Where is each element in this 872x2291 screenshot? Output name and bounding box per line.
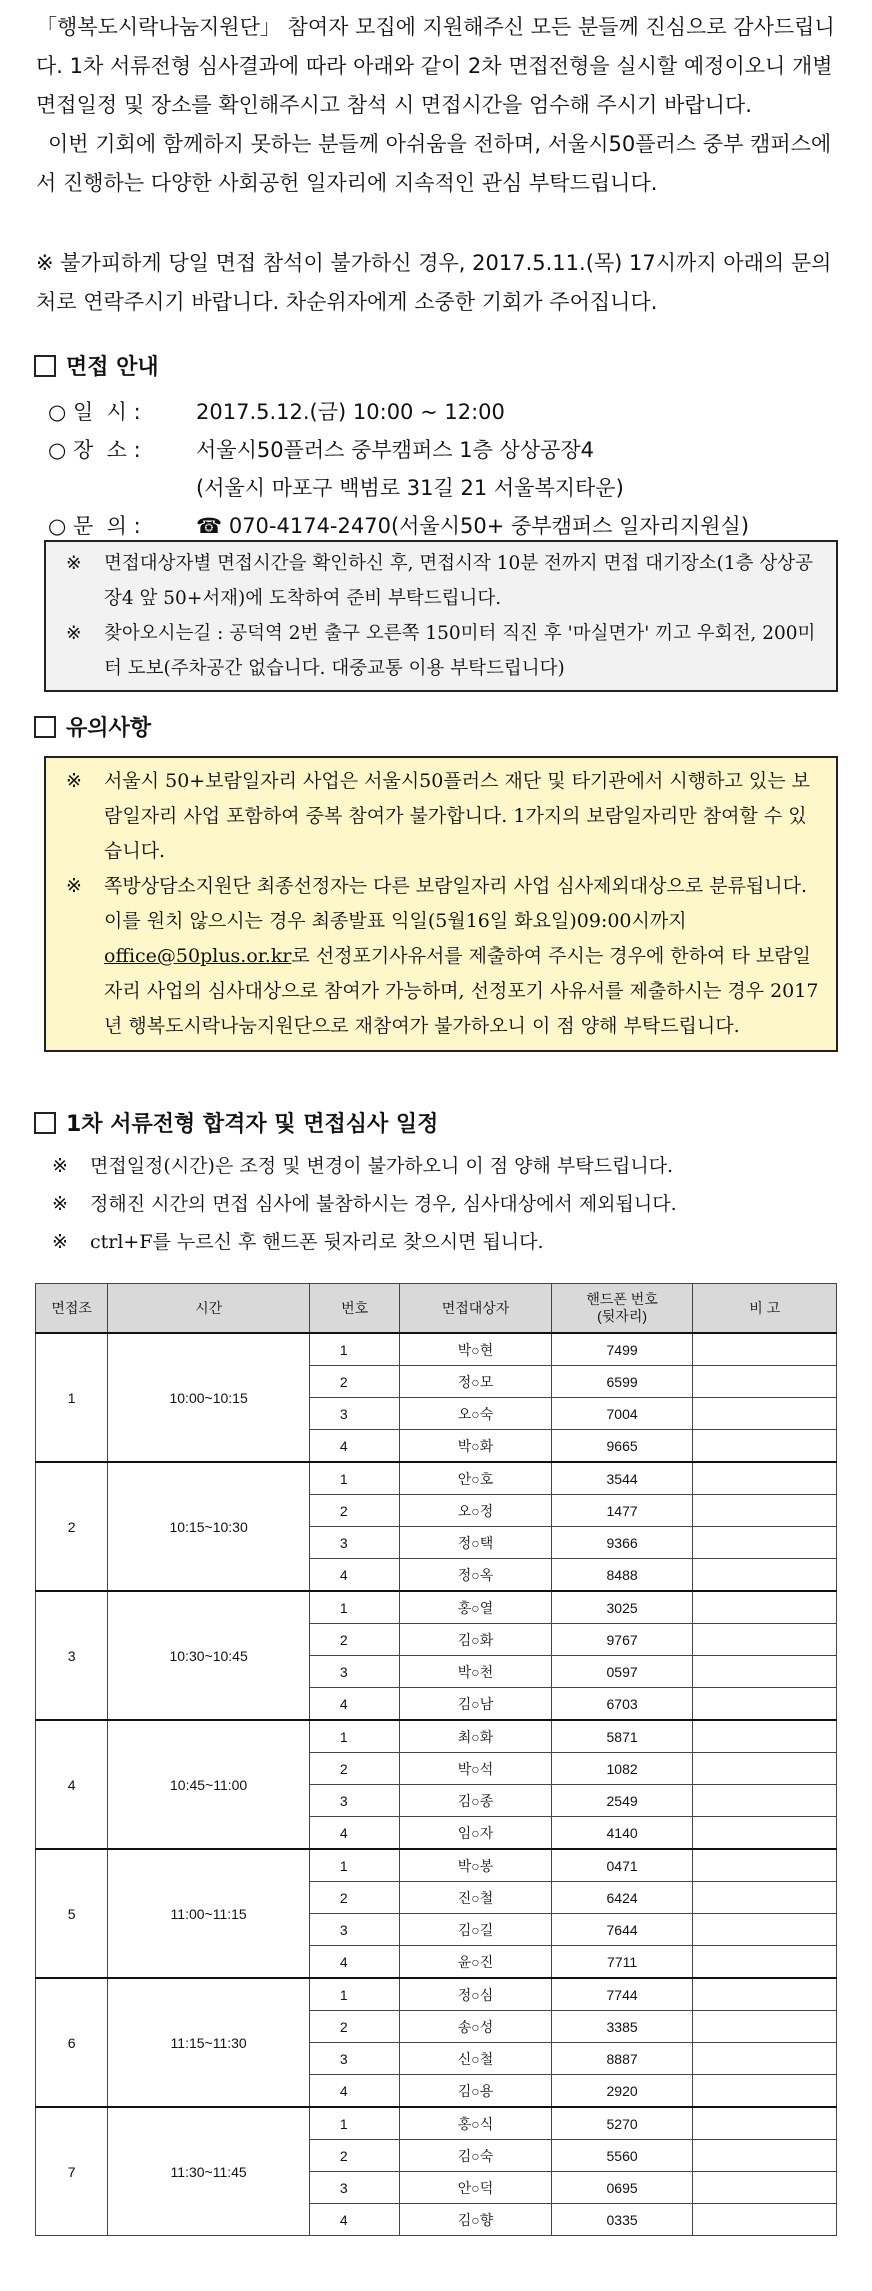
cell-phone: 0335 <box>551 2204 693 2236</box>
cell-candidate: 정○옥 <box>400 1559 551 1592</box>
intro-paragraph <box>36 8 836 203</box>
note-marker: ※ <box>66 553 82 574</box>
cell-candidate: 오○숙 <box>400 1398 551 1430</box>
note-marker: ※ <box>66 623 82 644</box>
cell-remarks <box>693 1656 837 1688</box>
cell-phone: 2549 <box>551 1785 693 1817</box>
cell-candidate: 홍○식 <box>400 2107 551 2140</box>
cell-candidate: 최○화 <box>400 1720 551 1753</box>
cell-number: 4 <box>309 1817 399 1850</box>
cell-phone: 3025 <box>551 1591 693 1624</box>
cell-time: 10:00~10:15 <box>108 1333 310 1462</box>
caution-notes-box <box>44 756 838 1052</box>
info-label: ○ 문 의 : <box>48 514 148 538</box>
info-value: 서울시50플러스 중부캠퍼스 1층 상상공장4 <box>196 438 595 462</box>
cell-number: 2 <box>309 1882 399 1914</box>
cell-phone: 5270 <box>551 2107 693 2140</box>
cell-group: 6 <box>36 1978 108 2107</box>
table-row <box>36 1333 837 1366</box>
table-row <box>36 1462 837 1495</box>
cell-remarks <box>693 1624 837 1656</box>
cell-candidate: 임○자 <box>400 1817 551 1850</box>
cell-remarks <box>693 1559 837 1592</box>
cell-number: 3 <box>309 1914 399 1946</box>
cell-phone: 6599 <box>551 1366 693 1398</box>
note-text-part: 로 선정포기사유서를 제출하여 주시는 경우에 한하여 타 보람일자리 사업의 심사대상으로 참여가 가능하며, 선정포기 사유서를 제출하시는 경우 2017년 행복도시락나눔지원단으로 재참여가 불가하오니 이 점 양해 부탁드립니다. <box>104 945 819 1037</box>
cell-phone: 2920 <box>551 2075 693 2108</box>
cell-phone: 8887 <box>551 2043 693 2075</box>
square-bullet-icon <box>34 716 56 738</box>
note-item <box>46 546 836 616</box>
cell-candidate: 김○길 <box>400 1914 551 1946</box>
table-row <box>36 1720 837 1753</box>
cell-group: 2 <box>36 1462 108 1591</box>
cell-candidate: 신○철 <box>400 2043 551 2075</box>
note-text <box>104 869 822 1044</box>
cell-number: 3 <box>309 2043 399 2075</box>
cell-time: 10:15~10:30 <box>108 1462 310 1591</box>
cell-number: 4 <box>309 1688 399 1721</box>
cell-phone: 6703 <box>551 1688 693 1721</box>
cell-phone: 6424 <box>551 1882 693 1914</box>
cell-remarks <box>693 1366 837 1398</box>
cell-time: 10:45~11:00 <box>108 1720 310 1849</box>
intro-notice: ※ 불가피하게 당일 면접 참석이 불가하신 경우, 2017.5.11.(목) 17시까지 아래의 문의처로 연락주시기 바랍니다. 차순위자에게 소중한 기회가 주어집니다. <box>36 251 832 314</box>
cell-phone: 3544 <box>551 1462 693 1495</box>
cell-candidate: 김○향 <box>400 2204 551 2236</box>
cell-remarks <box>693 2140 837 2172</box>
cell-number: 2 <box>309 1366 399 1398</box>
cell-remarks <box>693 2043 837 2075</box>
cell-remarks <box>693 1591 837 1624</box>
cell-time: 11:00~11:15 <box>108 1849 310 1978</box>
schedule-notes <box>52 1147 677 1261</box>
note-text: 찾아오시는길 : 공덕역 2번 출구 오른쪽 150미터 직진 후 '마실면가' 끼고 우회전, 200미터 도보(주차공간 없습니다. 대중교통 이용 부탁드립니다) <box>104 623 816 679</box>
table-row <box>36 1849 837 1882</box>
interview-schedule-table <box>35 1283 837 2236</box>
cell-phone: 0471 <box>551 1849 693 1882</box>
note-text: 면접일정(시간)은 조정 및 변경이 불가하오니 이 점 양해 부탁드립니다. <box>90 1155 674 1177</box>
cell-remarks <box>693 1978 837 2011</box>
cell-candidate: 박○석 <box>400 1753 551 1785</box>
cell-time: 11:30~11:45 <box>108 2107 310 2236</box>
interview-info <box>48 393 749 545</box>
cell-number: 4 <box>309 1946 399 1979</box>
email-link[interactable]: office@50plus.or.kr <box>104 945 292 967</box>
cell-group: 7 <box>36 2107 108 2236</box>
cell-phone: 1082 <box>551 1753 693 1785</box>
cell-candidate: 정○택 <box>400 1527 551 1559</box>
caution-item <box>46 869 836 1044</box>
cell-remarks <box>693 2107 837 2140</box>
cell-group: 5 <box>36 1849 108 1978</box>
cell-candidate: 송○성 <box>400 2011 551 2043</box>
table-row <box>36 1591 837 1624</box>
cell-remarks <box>693 2204 837 2236</box>
info-place <box>48 431 749 469</box>
cell-number: 3 <box>309 1398 399 1430</box>
cell-phone: 5560 <box>551 2140 693 2172</box>
cell-candidate: 윤○진 <box>400 1946 551 1979</box>
square-bullet-icon <box>34 355 56 377</box>
cell-remarks <box>693 1849 837 1882</box>
header-candidate: 면접대상자 <box>400 1284 551 1334</box>
cell-remarks <box>693 2172 837 2204</box>
section-title-text: 1차 서류전형 합격자 및 면접심사 일정 <box>66 1112 439 1137</box>
table-header-row <box>36 1284 837 1334</box>
cell-phone: 4140 <box>551 1817 693 1850</box>
note-text: ctrl+F를 누르신 후 핸드폰 뒷자리로 찾으시면 됩니다. <box>90 1231 544 1253</box>
cell-time: 11:15~11:30 <box>108 1978 310 2107</box>
cell-candidate: 정○모 <box>400 1366 551 1398</box>
info-value: (서울시 마포구 백범로 31길 21 서울복지타운) <box>196 476 624 500</box>
cell-remarks <box>693 1785 837 1817</box>
section-caution-title <box>34 711 151 742</box>
cell-remarks <box>693 2075 837 2108</box>
section-schedule-title <box>34 1107 438 1138</box>
schedule-note-item <box>52 1147 677 1185</box>
cell-candidate: 오○정 <box>400 1495 551 1527</box>
cell-phone: 0597 <box>551 1656 693 1688</box>
cell-remarks <box>693 1462 837 1495</box>
cell-candidate: 박○천 <box>400 1656 551 1688</box>
note-text-part: 쪽방상담소지원단 최종선정자는 다른 보람일자리 사업 심사제외대상으로 분류됩니다. 이를 원치 않으시는 경우 최종발표 익일(5월16일 화요일)09:00시까지 <box>104 875 808 932</box>
note-marker: ※ <box>52 1193 68 1215</box>
cell-phone: 9665 <box>551 1430 693 1463</box>
header-remarks: 비 고 <box>693 1284 837 1334</box>
cell-number: 2 <box>309 2011 399 2043</box>
note-marker: ※ <box>66 875 82 897</box>
cell-number: 2 <box>309 2140 399 2172</box>
info-value: 2017.5.12.(금) 10:00 ~ 12:00 <box>196 400 505 424</box>
cell-number: 3 <box>309 1785 399 1817</box>
cell-number: 3 <box>309 1527 399 1559</box>
cell-candidate: 김○숙 <box>400 2140 551 2172</box>
cell-number: 4 <box>309 1559 399 1592</box>
cell-candidate: 박○현 <box>400 1333 551 1366</box>
cell-remarks <box>693 2011 837 2043</box>
header-number: 번호 <box>309 1284 399 1334</box>
cell-candidate: 진○철 <box>400 1882 551 1914</box>
schedule-note-item <box>52 1223 677 1261</box>
cell-remarks <box>693 1946 837 1979</box>
cell-number: 1 <box>309 1720 399 1753</box>
header-time: 시간 <box>108 1284 310 1334</box>
cell-candidate: 김○남 <box>400 1688 551 1721</box>
header-group: 면접조 <box>36 1284 108 1334</box>
cell-phone: 9366 <box>551 1527 693 1559</box>
cell-phone: 5871 <box>551 1720 693 1753</box>
cell-number: 1 <box>309 1849 399 1882</box>
cell-phone: 1477 <box>551 1495 693 1527</box>
info-value: ☎ 070-4174-2470(서울시50+ 중부캠퍼스 일자리지원실) <box>196 514 750 538</box>
cell-phone: 7711 <box>551 1946 693 1979</box>
cell-number: 1 <box>309 1333 399 1366</box>
cell-group: 1 <box>36 1333 108 1462</box>
cell-phone: 0695 <box>551 2172 693 2204</box>
cell-candidate: 박○봉 <box>400 1849 551 1882</box>
section-interview-title <box>34 350 159 381</box>
note-marker: ※ <box>52 1155 68 1177</box>
note-text: 면접대상자별 면접시간을 확인하신 후, 면접시작 10분 전까지 면접 대기장소(1층 상상공장4 앞 50+서재)에 도착하여 준비 부탁드립니다. <box>104 553 813 609</box>
note-text: 서울시 50+보람일자리 사업은 서울시50플러스 재단 및 타기관에서 시행하고 있는 보람일자리 사업 포함하여 중복 참여가 불가합니다. 1가지의 보람일자리만 참여할 수 있습니다. <box>104 770 810 862</box>
cell-remarks <box>693 1527 837 1559</box>
section-title-text: 면접 안내 <box>66 355 159 380</box>
info-label-spacer <box>48 469 196 507</box>
cell-candidate: 안○덕 <box>400 2172 551 2204</box>
cell-candidate: 홍○열 <box>400 1591 551 1624</box>
info-label: ○ 일 시 : <box>48 400 148 424</box>
info-date <box>48 393 749 431</box>
cell-number: 3 <box>309 1656 399 1688</box>
cell-number: 4 <box>309 1430 399 1463</box>
info-label: ○ 장 소 : <box>48 438 148 462</box>
cell-remarks <box>693 1430 837 1463</box>
cell-phone: 8488 <box>551 1559 693 1592</box>
cell-candidate: 김○종 <box>400 1785 551 1817</box>
cell-remarks <box>693 1753 837 1785</box>
cell-phone: 7744 <box>551 1978 693 2011</box>
cell-number: 1 <box>309 2107 399 2140</box>
cell-number: 4 <box>309 2204 399 2236</box>
cell-remarks <box>693 1720 837 1753</box>
cell-remarks <box>693 1914 837 1946</box>
cell-candidate: 김○용 <box>400 2075 551 2108</box>
cell-number: 2 <box>309 1753 399 1785</box>
table-row <box>36 2107 837 2140</box>
table-body <box>36 1333 837 2236</box>
note-item <box>46 616 836 686</box>
caution-item <box>46 764 836 869</box>
cell-number: 4 <box>309 2075 399 2108</box>
cell-remarks <box>693 1688 837 1721</box>
cell-group: 4 <box>36 1720 108 1849</box>
cell-number: 1 <box>309 1978 399 2011</box>
note-marker: ※ <box>66 770 82 792</box>
cell-remarks <box>693 1398 837 1430</box>
cell-remarks <box>693 1882 837 1914</box>
cell-remarks <box>693 1333 837 1366</box>
cell-phone: 9767 <box>551 1624 693 1656</box>
interview-notes-box <box>44 540 838 692</box>
intro-text-2: 이번 기회에 함께하지 못하는 분들께 아쉬움을 전하며, 서울시50플러스 중부 캠퍼스에서 진행하는 다양한 사회공헌 일자리에 지속적인 관심 부탁드립니다. <box>36 132 832 195</box>
cell-number: 3 <box>309 2172 399 2204</box>
note-text: 정해진 시간의 면접 심사에 불참하시는 경우, 심사대상에서 제외됩니다. <box>90 1193 677 1215</box>
cell-phone: 7004 <box>551 1398 693 1430</box>
cell-number: 1 <box>309 1591 399 1624</box>
cell-number: 2 <box>309 1624 399 1656</box>
info-address <box>48 469 749 507</box>
cell-time: 10:30~10:45 <box>108 1591 310 1720</box>
cell-candidate: 안○호 <box>400 1462 551 1495</box>
cell-phone: 7644 <box>551 1914 693 1946</box>
cell-phone: 7499 <box>551 1333 693 1366</box>
schedule-note-item <box>52 1185 677 1223</box>
header-phone: 핸드폰 번호 (뒷자리) <box>551 1284 693 1334</box>
intro-text-1: 「행복도시락나눔지원단」 참여자 모집에 지원해주신 모든 분들께 진심으로 감사드립니다. 1차 서류전형 심사결과에 따라 아래와 같이 2차 면접전형을 실시할 예정이오니 개별 면접일정 및 장소를 확인해주시고 참석 시 면접시간을 엄수해 주시기 바랍니다. <box>36 15 835 117</box>
cell-number: 1 <box>309 1462 399 1495</box>
cell-number: 2 <box>309 1495 399 1527</box>
cell-candidate: 김○화 <box>400 1624 551 1656</box>
cell-remarks <box>693 1495 837 1527</box>
cell-group: 3 <box>36 1591 108 1720</box>
cell-candidate: 정○심 <box>400 1978 551 2011</box>
table-row <box>36 1978 837 2011</box>
note-marker: ※ <box>52 1231 68 1253</box>
cell-candidate: 박○화 <box>400 1430 551 1463</box>
square-bullet-icon <box>34 1112 56 1134</box>
cell-phone: 3385 <box>551 2011 693 2043</box>
cell-remarks <box>693 1817 837 1850</box>
section-title-text: 유의사항 <box>66 716 152 741</box>
